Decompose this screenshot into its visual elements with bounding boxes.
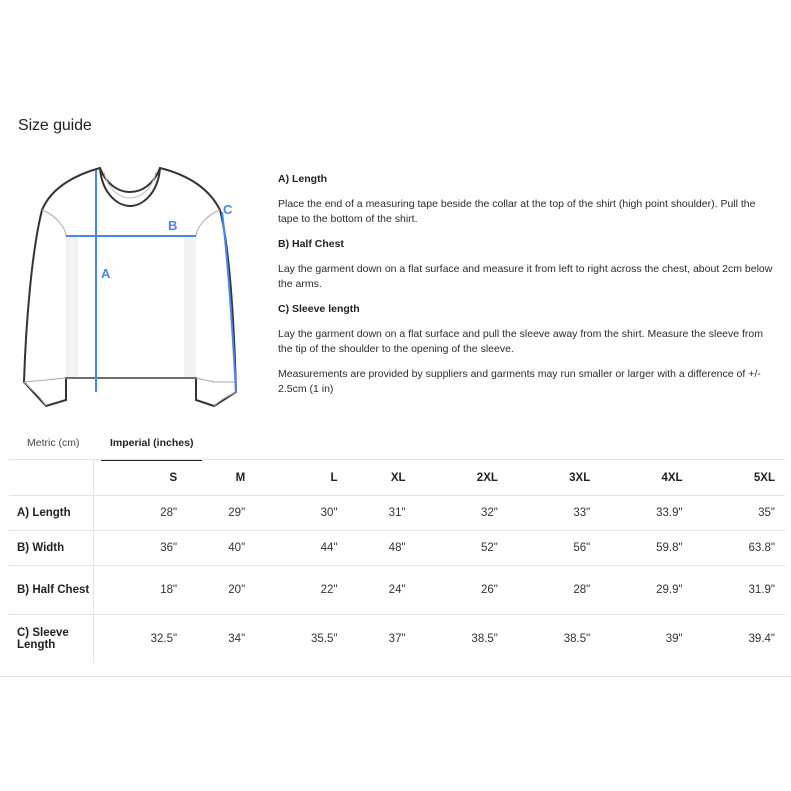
table-corner (9, 460, 94, 496)
size-header: 4XL (600, 460, 692, 496)
sweatshirt-illustration (18, 160, 248, 412)
table-cell: 33.9" (600, 496, 692, 531)
size-header: L (255, 460, 347, 496)
table-header-row (9, 460, 785, 496)
table-cell: 24" (348, 566, 416, 615)
row-label: B) Half Chest (9, 566, 94, 615)
table-row (9, 615, 785, 664)
table-cell: 32" (416, 496, 508, 531)
table-cell: 34" (187, 615, 255, 664)
sleeve-measure-line (222, 212, 236, 392)
size-header: M (187, 460, 255, 496)
section-text-sleeve: Lay the garment down on a flat surface and pull the sleeve away from the shirt. Measure the sleeve from the tip of the shoulder to the opening of the sleeve. (278, 328, 764, 355)
table-cell: 44" (255, 531, 347, 566)
tab-metric[interactable]: Metric (cm) (27, 437, 80, 449)
table-cell: 35" (693, 496, 785, 531)
label-c: C (223, 202, 233, 217)
table-cell: 31.9" (693, 566, 785, 615)
table-cell: 28" (94, 496, 188, 531)
bottom-divider (0, 676, 791, 677)
section-text-half-chest: Lay the garment down on a flat surface and measure it from left to right across the chest, about 2cm below the arms. (278, 263, 773, 290)
table-cell: 31" (348, 496, 416, 531)
label-a: A (101, 266, 111, 281)
row-label: B) Width (9, 531, 94, 566)
section-heading-length: A) Length (278, 173, 327, 185)
table-cell: 29.9" (600, 566, 692, 615)
size-header: XL (348, 460, 416, 496)
table-cell: 28" (508, 566, 600, 615)
unit-tabs (18, 432, 202, 460)
size-table (9, 459, 785, 663)
table-cell: 56" (508, 531, 600, 566)
size-header: 3XL (508, 460, 600, 496)
measurement-note: Measurements are provided by suppliers and garments may run smaller or larger with a difference of +/- 2.5cm (1 in) (278, 368, 761, 395)
page-title: Size guide (18, 117, 92, 134)
label-b: B (168, 218, 178, 233)
table-cell: 18" (94, 566, 188, 615)
table-cell: 38.5" (508, 615, 600, 664)
size-header: S (94, 460, 188, 496)
table-cell: 36" (94, 531, 188, 566)
table-cell: 40" (187, 531, 255, 566)
row-label: C) Sleeve Length (9, 615, 94, 664)
table-cell: 48" (348, 531, 416, 566)
table-row (9, 566, 785, 615)
table-cell: 29" (187, 496, 255, 531)
table-cell: 38.5" (416, 615, 508, 664)
table-cell: 33" (508, 496, 600, 531)
section-text-length: Place the end of a measuring tape beside the collar at the top of the shirt (high point shoulder). Pull the tape to the bottom of the shirt. (278, 198, 756, 225)
table-cell: 52" (416, 531, 508, 566)
tab-imperial[interactable]: Imperial (inches) (101, 432, 202, 461)
table-cell: 39" (600, 615, 692, 664)
table-cell: 59.8" (600, 531, 692, 566)
table-cell: 35.5" (255, 615, 347, 664)
table-cell: 63.8" (693, 531, 785, 566)
table-cell: 22" (255, 566, 347, 615)
sweatshirt-diagram (18, 160, 248, 412)
table-cell: 37" (348, 615, 416, 664)
measurement-instructions (278, 172, 778, 407)
section-heading-sleeve: C) Sleeve length (278, 303, 360, 315)
size-header: 2XL (416, 460, 508, 496)
size-header: 5XL (693, 460, 785, 496)
table-cell: 30" (255, 496, 347, 531)
table-row (9, 496, 785, 531)
section-heading-half-chest: B) Half Chest (278, 238, 344, 250)
table-row (9, 531, 785, 566)
table-cell: 26" (416, 566, 508, 615)
table-cell: 32.5" (94, 615, 188, 664)
row-label: A) Length (9, 496, 94, 531)
table-cell: 39.4" (693, 615, 785, 664)
table-cell: 20" (187, 566, 255, 615)
